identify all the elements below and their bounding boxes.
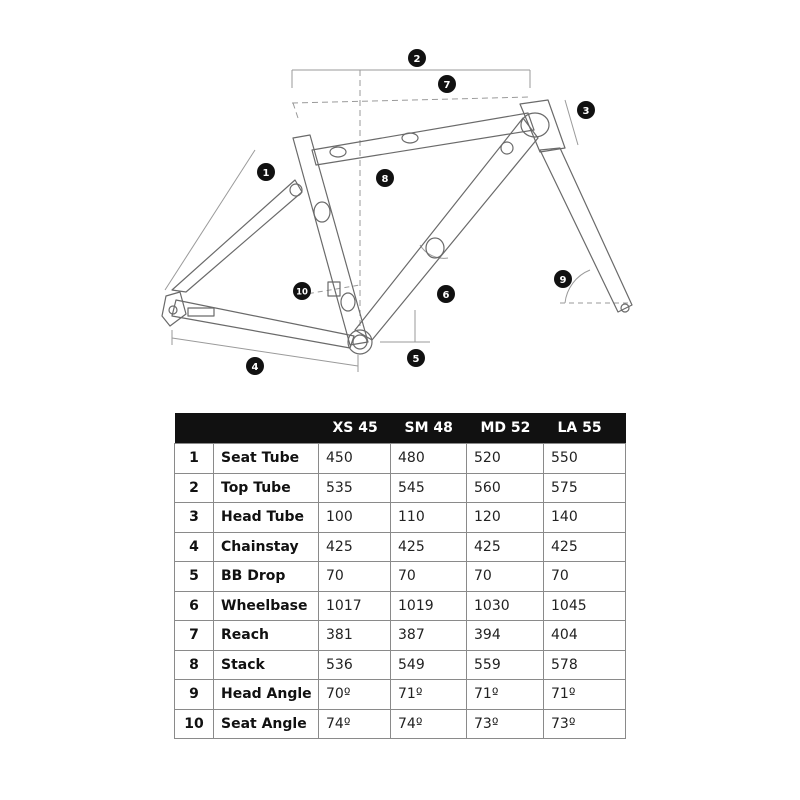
svg-text:2: 2: [413, 54, 421, 65]
row-value-xs: 536: [319, 650, 391, 680]
table-row: [175, 680, 626, 710]
row-number: 7: [175, 621, 214, 651]
row-value-la: 70: [544, 562, 626, 592]
row-value-xs: 70º: [319, 680, 391, 710]
row-value-xs: 100: [319, 503, 391, 533]
row-value-la: 575: [544, 473, 626, 503]
row-value-xs: 381: [319, 621, 391, 651]
marker-1: [257, 163, 275, 181]
row-measurement-name: BB Drop: [214, 562, 319, 592]
table-row: [175, 473, 626, 503]
row-value-la: 404: [544, 621, 626, 651]
row-value-xs: 74º: [319, 709, 391, 739]
row-value-la: 550: [544, 444, 626, 474]
header-size-sm: SM 48: [391, 413, 467, 444]
row-value-md: 559: [467, 650, 544, 680]
row-measurement-name: Head Tube: [214, 503, 319, 533]
chainstay: [172, 300, 354, 348]
geometry-table: [174, 413, 626, 739]
row-value-xs: 425: [319, 532, 391, 562]
table-header-row: [175, 413, 626, 444]
row-value-md: 120: [467, 503, 544, 533]
row-value-la: 140: [544, 503, 626, 533]
row-value-sm: 425: [391, 532, 467, 562]
row-value-sm: 70: [391, 562, 467, 592]
marker-2: [408, 49, 426, 67]
seat-tube: [293, 135, 368, 345]
row-value-md: 425: [467, 532, 544, 562]
seat-stay: [172, 180, 302, 292]
row-value-sm: 549: [391, 650, 467, 680]
bike-frame: [162, 100, 632, 354]
row-number: 10: [175, 709, 214, 739]
row-value-md: 70: [467, 562, 544, 592]
svg-text:9: 9: [559, 275, 567, 286]
svg-text:4: 4: [251, 362, 259, 373]
row-measurement-name: Chainstay: [214, 532, 319, 562]
table-row: [175, 709, 626, 739]
row-measurement-name: Seat Tube: [214, 444, 319, 474]
row-value-la: 425: [544, 532, 626, 562]
row-value-md: 1030: [467, 591, 544, 621]
marker-6: [437, 285, 455, 303]
row-value-xs: 535: [319, 473, 391, 503]
table-row: [175, 650, 626, 680]
svg-text:5: 5: [412, 354, 420, 365]
header-size-md: MD 52: [467, 413, 544, 444]
svg-text:10: 10: [296, 287, 308, 298]
marker-9: [554, 270, 572, 288]
row-number: 2: [175, 473, 214, 503]
row-value-la: 578: [544, 650, 626, 680]
row-value-sm: 110: [391, 503, 467, 533]
table-row: [175, 444, 626, 474]
header-size-la: LA 55: [544, 413, 626, 444]
row-value-sm: 74º: [391, 709, 467, 739]
head-tube: [520, 100, 565, 152]
marker-3: [577, 101, 595, 119]
row-number: 9: [175, 680, 214, 710]
header-empty-num: [175, 413, 214, 444]
table-row: [175, 562, 626, 592]
row-value-xs: 1017: [319, 591, 391, 621]
marker-8: [376, 169, 394, 187]
row-value-sm: 545: [391, 473, 467, 503]
row-value-md: 394: [467, 621, 544, 651]
table-row: [175, 532, 626, 562]
row-value-md: 73º: [467, 709, 544, 739]
down-tube: [355, 118, 538, 340]
svg-text:7: 7: [443, 80, 451, 91]
marker-7: [438, 75, 456, 93]
row-number: 8: [175, 650, 214, 680]
row-value-sm: 71º: [391, 680, 467, 710]
row-measurement-name: Head Angle: [214, 680, 319, 710]
header-empty-name: [214, 413, 319, 444]
row-value-md: 520: [467, 444, 544, 474]
row-value-sm: 1019: [391, 591, 467, 621]
row-value-xs: 450: [319, 444, 391, 474]
row-number: 5: [175, 562, 214, 592]
row-measurement-name: Top Tube: [214, 473, 319, 503]
row-measurement-name: Reach: [214, 621, 319, 651]
row-number: 6: [175, 591, 214, 621]
row-value-la: 1045: [544, 591, 626, 621]
row-measurement-name: Wheelbase: [214, 591, 319, 621]
row-value-sm: 387: [391, 621, 467, 651]
marker-5: [407, 349, 425, 367]
row-value-la: 71º: [544, 680, 626, 710]
table-row: [175, 591, 626, 621]
svg-text:6: 6: [442, 290, 450, 301]
svg-text:3: 3: [582, 106, 590, 117]
marker-10: [293, 282, 311, 300]
svg-text:1: 1: [262, 168, 270, 179]
table-row: [175, 503, 626, 533]
row-value-sm: 480: [391, 444, 467, 474]
row-measurement-name: Seat Angle: [214, 709, 319, 739]
fork: [540, 148, 632, 312]
table-row: [175, 621, 626, 651]
row-number: 1: [175, 444, 214, 474]
row-value-xs: 70: [319, 562, 391, 592]
row-number: 4: [175, 532, 214, 562]
row-value-md: 71º: [467, 680, 544, 710]
header-size-xs: XS 45: [319, 413, 391, 444]
marker-4: [246, 357, 264, 375]
row-number: 3: [175, 503, 214, 533]
row-measurement-name: Stack: [214, 650, 319, 680]
svg-text:8: 8: [381, 174, 389, 185]
top-tube: [312, 113, 534, 165]
row-value-la: 73º: [544, 709, 626, 739]
row-value-md: 560: [467, 473, 544, 503]
